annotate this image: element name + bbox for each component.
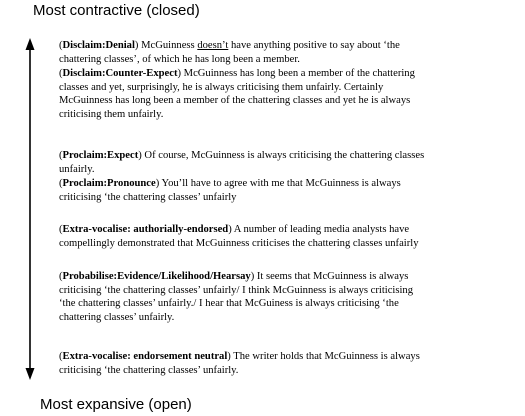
most-contractive-label: Most contractive (closed) bbox=[33, 2, 200, 19]
entry-tag: Probabilise:Evidence/Likelihood/Hearsay bbox=[62, 271, 251, 282]
entry-text: Of course, McGuinness is always criticising the chattering classes bbox=[141, 150, 425, 161]
entry-disclaim-counter-expect: (Disclaim:Counter-Expect) McGuinness has long been a member of the chattering classes and yet, surprisingly, he is always criticising them unfairly. Certainly McGuinness has long been a member of the chattering classes and yet he is always criticising them unfairly. bbox=[59, 67, 521, 121]
entry-tag: Extra-vocalise: endorsement neutral bbox=[62, 351, 228, 362]
entry-probabilise: (Probabilise:Evidence/Likelihood/Hearsay) It seems that McGuinness is always criticising ‘the chattering classes’ unfairly/ I think McGuinness is always criticising ‘the chattering classes’ unfairly./ I hear that McGuiness is always criticising ‘the chattering classes’ unfairly. bbox=[59, 270, 521, 324]
entry-tag: Proclaim:Expect bbox=[62, 150, 139, 161]
entry-text: have anything positive to say about ‘the bbox=[228, 40, 400, 51]
entry-text: It seems that McGuinness is always bbox=[254, 271, 409, 282]
entry-text: criticising ‘the chattering classes’ unfairly/ I think McGuinness is always criticising bbox=[59, 284, 414, 296]
entry-extra-vocalise-endorsed: (Extra-vocalise: authorially-endorsed) A number of leading media analysts have compellingly demonstrated that McGuinness criticises the chattering classes unfairly bbox=[59, 223, 521, 250]
entry-disclaim-denial: (Disclaim:Denial) McGuinness doesn’t have anything positive to say about ‘the chattering classes’, of which he has long been a member. bbox=[59, 39, 521, 66]
double-headed-arrow-icon bbox=[20, 38, 40, 380]
entry-text: criticising ‘the chattering classes’ unfairly. bbox=[59, 364, 239, 376]
entry-text: A number of leading media analysts have bbox=[231, 224, 410, 235]
entry-proclaim-pronounce: (Proclaim:Pronounce) You’ll have to agree with me that McGuinness is always criticising ‘the chattering classes’ unfairly bbox=[59, 177, 521, 204]
entry-text: McGuinness has long been a member of the chattering classes and yet he is always bbox=[59, 95, 411, 107]
entry-text: ‘the chattering classes’ unfairly./ I hear that McGuiness is always criticising ‘the bbox=[59, 298, 399, 310]
entry-text: McGuinness has long been a member of the chattering bbox=[181, 68, 415, 79]
entry-text: chattering classes’, of which he has long been a member. bbox=[59, 53, 300, 65]
underlined-word: doesn’t bbox=[197, 40, 229, 51]
entry-tag: Disclaim:Denial bbox=[62, 40, 135, 51]
most-expansive-label: Most expansive (open) bbox=[40, 396, 192, 413]
entry-text: You’ll have to agree with me that McGuinness is always bbox=[159, 178, 401, 189]
entry-text: criticising ‘the chattering classes’ unfairly bbox=[59, 191, 237, 203]
entry-proclaim-expect: (Proclaim:Expect) Of course, McGuinness is always criticising the chattering classes unfairly. bbox=[59, 149, 521, 176]
entry-text: The writer holds that McGuinness is always bbox=[230, 351, 420, 362]
entry-text: unfairly. bbox=[59, 163, 95, 175]
entry-text: compellingly demonstrated that McGuinness criticises the chattering classes unfairly bbox=[59, 237, 419, 249]
entry-text: McGuinness bbox=[138, 40, 198, 51]
entry-tag: Disclaim:Counter-Expect bbox=[62, 68, 178, 79]
entry-text: classes and yet, surprisingly, he is always criticising them unfairly. Certainly bbox=[59, 81, 384, 93]
entry-tag: Extra-vocalise: authorially-endorsed bbox=[62, 224, 229, 235]
entry-extra-vocalise-neutral: (Extra-vocalise: endorsement neutral) The writer holds that McGuinness is always criticising ‘the chattering classes’ unfairly. bbox=[59, 350, 521, 377]
entry-text: criticising them unfairly. bbox=[59, 108, 164, 120]
entry-text: chattering classes’ unfairly. bbox=[59, 311, 175, 323]
entry-tag: Proclaim:Pronounce bbox=[62, 178, 156, 189]
